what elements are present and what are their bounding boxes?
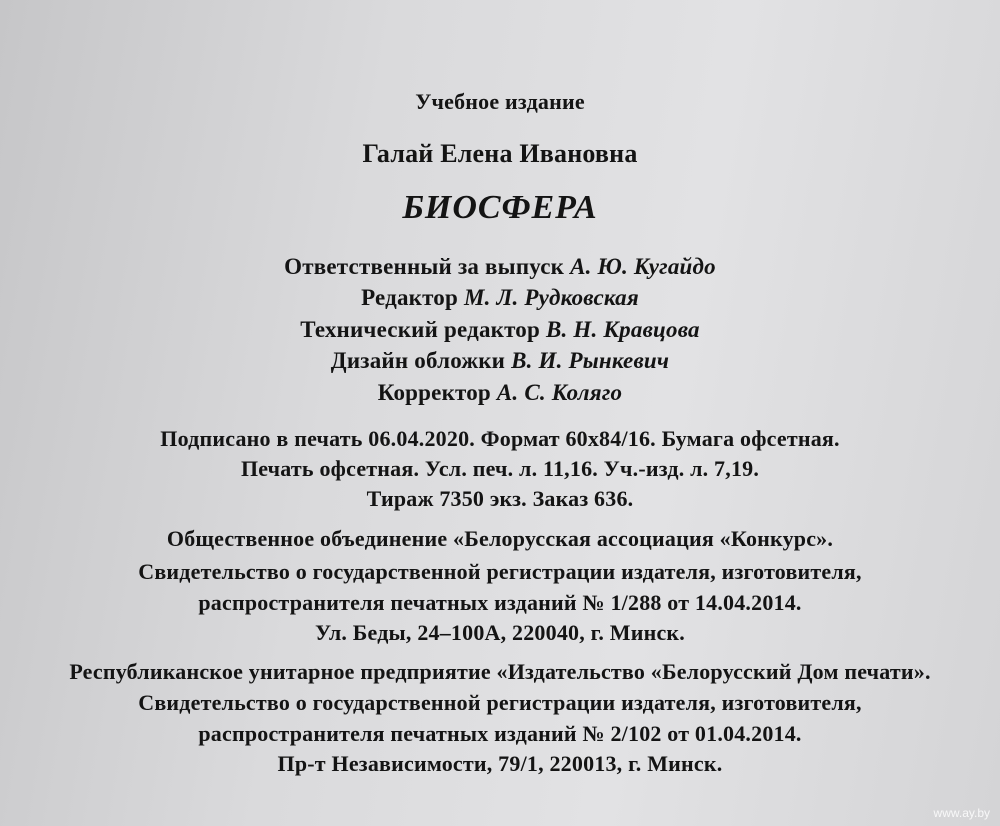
- credit-line: [0, 347, 1000, 375]
- publisher-line: распространителя печатных изданий № 1/288 от 14.04.2014.: [198, 590, 802, 615]
- printer-line: Свидетельство о государственной регистрации издателя, изготовителя,: [138, 690, 862, 715]
- credit-line: [0, 284, 1000, 312]
- credit-name: В. Н. Кравцова: [545, 317, 700, 342]
- credit-role: Дизайн обложки: [330, 348, 506, 373]
- credit-role: Редактор: [361, 285, 459, 310]
- printer-line: Пр-т Независимости, 79/1, 220013, г. Минск.: [277, 751, 723, 776]
- watermark: www.ay.by: [933, 806, 990, 820]
- credit-name: А. С. Коляго: [496, 380, 623, 405]
- print-info-line: Подписано в печать 06.04.2020. Формат 60х84/16. Бумага офсетная.: [160, 426, 840, 451]
- print-info-line: Печать офсетная. Усл. печ. л. 11,16. Уч.-изд. л. 7,19.: [240, 456, 760, 481]
- publisher-line: Общественное объединение «Белорусская ассоциация «Конкурс».: [166, 526, 834, 551]
- print-info-line: Тираж 7350 экз. Заказ 636.: [366, 486, 634, 511]
- printer-line: распространителя печатных изданий № 2/102 от 01.04.2014.: [198, 721, 802, 746]
- publisher-line: Ул. Беды, 24–100А, 220040, г. Минск.: [315, 620, 685, 645]
- printer-line: Республиканское унитарное предприятие «Издательство «Белорусский Дом печати».: [69, 659, 931, 684]
- publisher-line: Свидетельство о государственной регистрации издателя, изготовителя,: [138, 559, 862, 584]
- credit-role: Ответственный за выпуск: [284, 254, 565, 279]
- credit-role: Технический редактор: [300, 317, 540, 342]
- credit-name: В. И. Рынкевич: [511, 348, 670, 373]
- credit-line: [0, 316, 1000, 344]
- credit-name: А. Ю. Кугайдо: [570, 254, 716, 279]
- credit-role: Корректор: [377, 380, 491, 405]
- credit-line: [0, 253, 1000, 281]
- author-name: Галай Елена Ивановна: [362, 139, 638, 168]
- book-title: БИОСФЕРА: [402, 189, 598, 226]
- credit-name: М. Л. Рудковская: [463, 285, 639, 310]
- credit-line: [0, 379, 1000, 407]
- edition-type: Учебное издание: [415, 89, 585, 114]
